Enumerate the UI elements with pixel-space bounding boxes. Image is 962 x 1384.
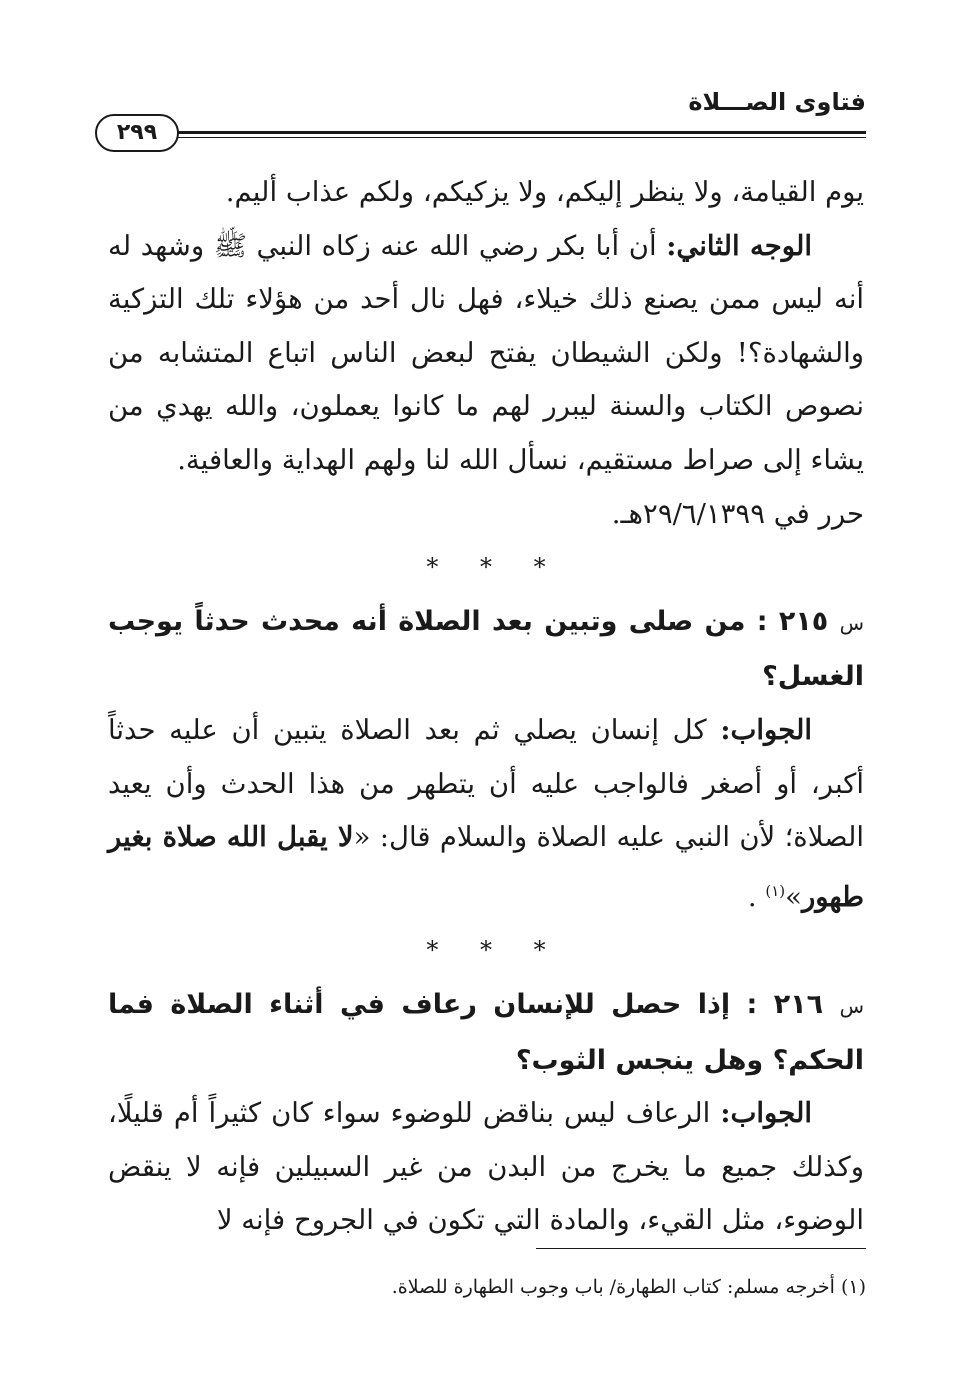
footnote-divider <box>536 1248 866 1249</box>
answer-text: كل إنسان يصلي ثم بعد الصلاة يتبين أن عليه حدثاً أكبر، أو أصغر فالواجب عليه أن يتطهر من هذا الحدث وأن يعيد الصلاة؛ لأن النبي عليه الصلاة والسلام قال: « <box>108 713 864 854</box>
paragraph-label: الوجه الثاني: <box>666 229 812 262</box>
paragraph-second-aspect <box>108 220 864 488</box>
page-body <box>108 166 864 1248</box>
answer-label: الجواب: <box>720 713 812 746</box>
date-text: حرر في ٢٩/٦/١٣٩٩هـ. <box>611 497 864 530</box>
separator-star: * <box>480 936 492 965</box>
answer-216 <box>108 1087 864 1248</box>
separator-star: * <box>426 936 439 965</box>
question-text: : إذا حصل للإنسان رعاف في أثناء الصلاة فما الحكم؟ وهل ينجس الثوب؟ <box>108 989 864 1076</box>
separator-star: * <box>533 553 546 582</box>
question-marker: س <box>839 994 864 1019</box>
separator-star: * <box>480 553 492 582</box>
answer-215 <box>108 704 864 925</box>
hadith-close-quote: » <box>785 880 802 913</box>
answer-end: . <box>747 880 766 913</box>
footnote <box>106 1272 866 1302</box>
paragraph-text: أن أبا بكر رضي الله عنه زكاه النبي ﷺ وشهد له أنه ليس ممن يصنع ذلك خيلاء، فهل نال أحد من هؤلاء تلك التزكية والشهادة؟! ولكن الشيطان يفتح لبعض الناس اتباع المتشابه من نصوص الكتاب والسنة ليبرر لهم ما كانوا يعملون، والله يهدي من يشاء إلى صراط مستقيم، نسأل الله لنا ولهم الهداية والعافية. <box>108 229 864 476</box>
footnote-reference[interactable]: (١) <box>765 881 786 900</box>
answer-text: الرعاف ليس بناقض للوضوء سواء كان كثيراً أم قليلًا، وكذلك جميع ما يخرج من البدن من غير السبيلين فإنه لا ينقض الوضوء، مثل القيء، والمادة التي تكون في الجروح فإنه لا <box>108 1097 864 1237</box>
running-header-title: فتاوى الصـــلاة <box>688 88 866 116</box>
answer-label: الجواب: <box>720 1097 812 1130</box>
header-rule-thick <box>170 131 866 134</box>
question-216 <box>108 978 864 1087</box>
separator-star: * <box>426 553 439 582</box>
question-number: ٢١٦ <box>773 989 824 1021</box>
hadith-text: لا يقبل الله صلاة بغير طهور <box>108 821 864 913</box>
header-rule-thin <box>160 137 866 138</box>
footnote-text: أخرجه مسلم: كتاب الطهارة/ باب وجوب الطهارة للصلاة. <box>391 1276 841 1298</box>
section-separator <box>108 924 864 978</box>
question-marker: س <box>839 610 864 635</box>
question-215 <box>108 595 864 704</box>
separator-star: * <box>533 936 546 965</box>
question-number: ٢١٥ <box>778 605 829 637</box>
paragraph-date <box>108 488 864 542</box>
paragraph-continuation <box>108 166 864 220</box>
paragraph-text: يوم القيامة، ولا ينظر إليكم، ولا يزكيكم، ولكم عذاب أليم. <box>225 176 864 208</box>
page-number-badge: ٢٩٩ <box>95 114 179 152</box>
section-separator <box>108 541 864 595</box>
footnote-number: (١) <box>840 1276 866 1298</box>
question-text: : من صلى وتبين بعد الصلاة أنه محدث حدثاً يوجب الغسل؟ <box>108 605 864 693</box>
